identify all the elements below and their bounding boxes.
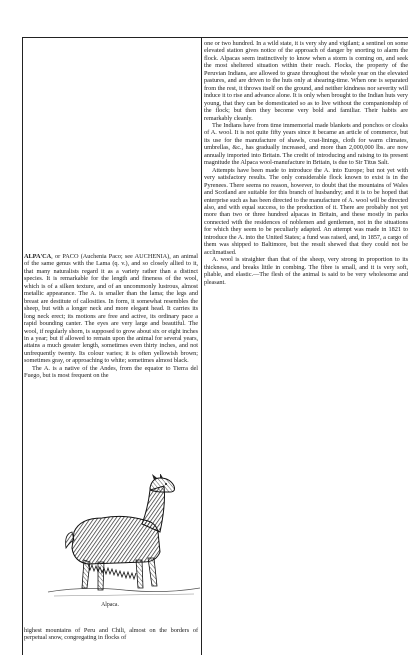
continuation-paragraph: highest mountains of Peru and Chili, almost on the borders of perpetual snow, congregating in flocks of: [24, 627, 198, 642]
commerce-paragraph: The Indians have from time immemorial made blankets and ponchos or cloaks of A. wool. It is not quite fifty years since it became an article of commerce, but its use for the manufacture of shawls, coat-linings, cloth for warm climates, umbrellas, &c., has gradually increased, and more than 2,000,000 lbs. are now annually imported into Britain. The credit of introducing and raising to its present magnitude the Alpaca wool-manufacture in Britain, is due to Sir Titus Salt.: [204, 121, 408, 167]
habits-paragraph: one or two hundred. In a wild state, it is very shy and vigilant; a sentinel on some elevated station gives notice of the approach of danger by snorting to alarm the flock. Alpacas seem instinctively to know when a storm is coming on, and seek the most sheltered situation within their reach. Flocks, the property of the Peruvian Indians, are allowed to graze throughout the whole year on the elevated pastures, and are driven to the huts only at shearing-time. When one is separated from the rest, it throws itself on the ground, and neither kindness nor severity will induce it to rise and advance alone. It is only when brought to the Indian huts very young, that they can be domesticated so as to live without the companionship of the flock; but then they become very bold and familiar. Their habits are remarkably cleanly.: [204, 40, 408, 122]
right-column: [204, 40, 408, 286]
entry-intro-text: , or PACO (Auchenia Paco; see AUCHENIA), an animal of the same genus with the Lama (q. v.), and so closely allied to it, that many naturalists regard it as a variety rather than a distinct species. It is remarkable for the length and fineness of the wool, which is of a silken texture, and of an uncommonly lustrous, almost metallic appearance. The A. is smaller than the lama; the legs and breast are destitute of callosities. In form, it somewhat resembles the sheep, but with a longer neck and more elegant head. It carries its long neck erect; its motions are free and active, its ordinary pace a rapid bounding canter. The eyes are very large and beautiful. The wool, if regularly shorn, is supposed to grow about six or eight inches in a year; but if allowed to remain upon the animal for several years, attains a much greater length, sometimes even thirty inches, and not unfrequently twenty. Its colour varies; it is often yellowish brown; sometimes gray, or approaching to white; sometimes almost black.: [24, 253, 198, 365]
left-column: [24, 253, 198, 380]
alpaca-engraving-icon: [44, 474, 204, 606]
left-rule: [22, 37, 23, 655]
top-rule: [22, 37, 408, 38]
entry-heading: ALPA'CA: [24, 253, 52, 260]
left-column-continuation: [24, 627, 198, 642]
native-range-paragraph: The A. is a native of the Andes, from the equator to Tierra del Fuego, but is most frequent on the: [24, 364, 198, 380]
introduction-attempts-paragraph: Attempts have been made to introduce the A. into Europe; but not yet with very satisfactory results. The only considerable flock known to exist is in the Pyrenees. There seems no reason, however, to doubt that the mountains of Wales and Scotland are suitable for this branch of husbandry; and it is to be hoped that enterprise such as has been directed to the manufacture of A. wool will be directed also, and with equal success, to the production of it. There are probably not yet more than two or three hundred alpacas in Britain, and these mostly in parks connected with the residences of noblemen and gentlemen, not in the situations for which they seem to be peculiarly adapted. An attempt was made in 1821 to introduce the A. into the United States; a fund was raised, and, in 1857, a cargo of them was shipped to Baltimore, but the result shewed that they could not be acclimatised.: [204, 166, 408, 256]
wool-properties-paragraph: A. wool is straighter than that of the sheep, very strong in proportion to its thickness, and breaks little in combing. The fibre is small, and it is very soft, pliable, and elastic.—The flesh of the animal is said to be very wholesome and pleasant.: [204, 256, 408, 286]
alpaca-illustration: [44, 474, 204, 606]
alpaca-entry-paragraph: [24, 253, 198, 365]
figure-caption: Alpaca.: [101, 602, 119, 608]
